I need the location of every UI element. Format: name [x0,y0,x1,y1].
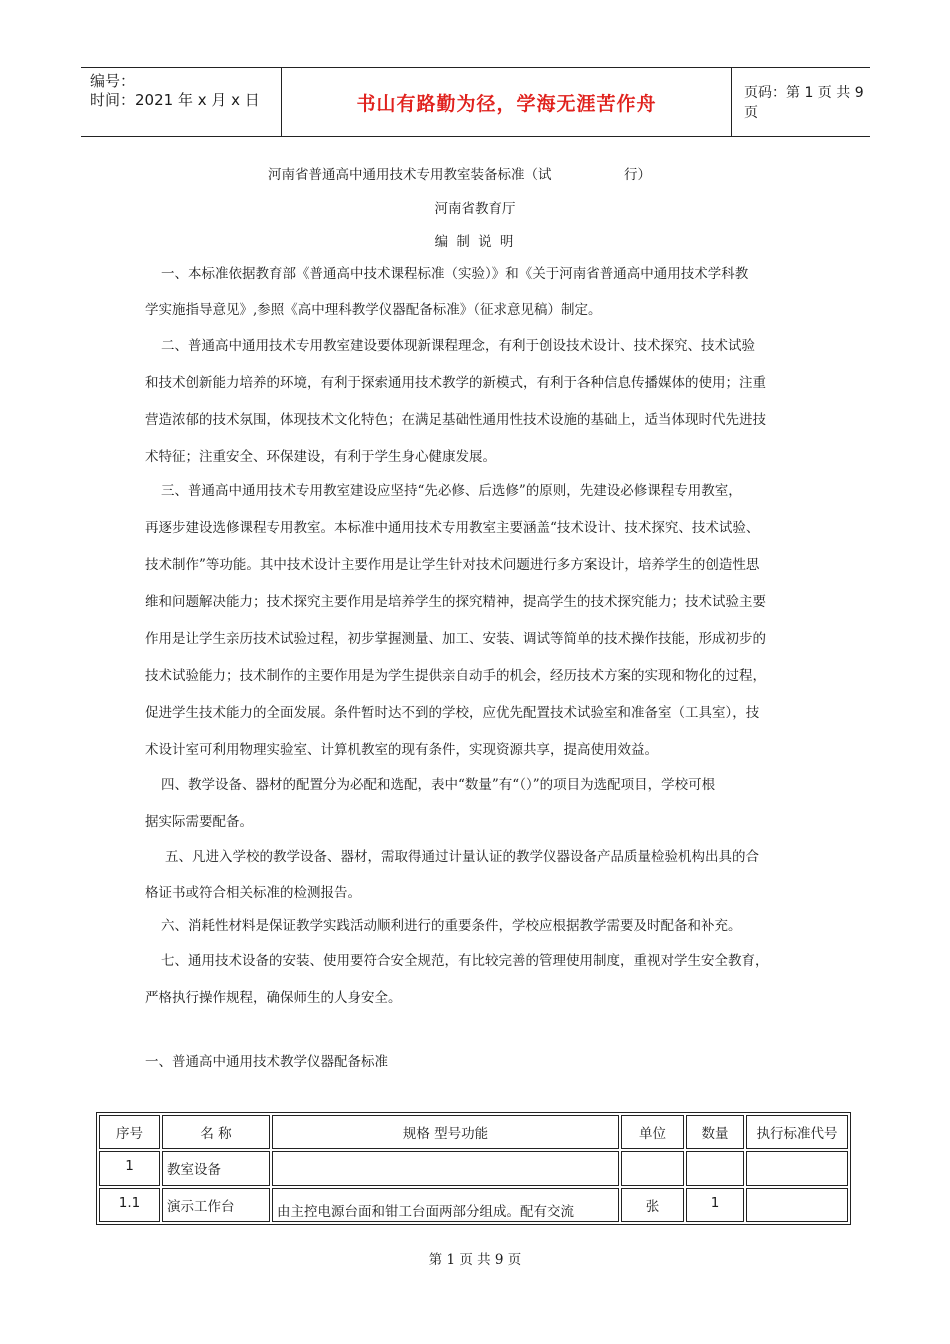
page-footer: 第 1 页 共 9 页 [428,1252,522,1268]
cell-standard [746,1151,848,1186]
doc-title-suffix: 行） [624,167,651,183]
paragraph-line: 营造浓郁的技术氛围，体现技术文化特色；在满足基础性通用性技术设施的基础上，适当体现时代先进技 [145,412,766,428]
paragraph-line: 三、普通高中通用技术专用教室建设应坚持“先必修、后选修”的原则，先建设必修课程专用教室， [161,483,742,499]
doc-title: 河南省普通高中通用技术专用教室装备标准（试 [268,167,552,183]
header-cell: 执行标准代号 [746,1115,848,1149]
header-slogan-cell [281,68,732,136]
paragraph-line: 二、普通高中通用技术专用教室建设要体现新课程理念，有利于创设技术设计、技术探究、技术试验 [161,338,755,354]
paragraph-line: 技术制作”等功能。其中技术设计主要作用是让学生针对技术问题进行多方案设计，培养学生的创造性思 [145,557,760,573]
table-row [99,1188,848,1222]
cell-index: 1 [99,1151,160,1186]
paragraph-line: 术特征；注重安全、环保建设，有利于学生身心健康发展。 [145,449,496,465]
header-cell: 数量 [686,1115,744,1149]
paragraph-line: 再逐步建设选修课程专用教室。本标准中通用技术专用教室主要涵盖“技术设计、技术探究、技术试验、 [145,520,760,536]
cell-name: 教室设备 [162,1151,270,1186]
time-label: 时间：2021 年 x 月 x 日 [90,91,260,109]
paragraph-line: 严格执行操作规程，确保师生的人身安全。 [145,990,402,1006]
paragraph-line: 维和问题解决能力；技术探究主要作用是培养学生的探究精神，提高学生的技术探究能力；技术试验主要 [145,594,766,610]
cell-qty: 1 [686,1188,744,1222]
paragraph-line: 七、通用技术设备的安装、使用要符合安全规范，有比较完善的管理使用制度，重视对学生安全教育， [161,953,769,969]
number-label: 编号： [90,72,136,90]
paragraph-line: 五、凡进入学校的教学设备、器材，需取得通过计量认证的教学仪器设备产品质量检验机构出具的合 [165,849,759,865]
issuer: 河南省教育厅 [434,201,516,217]
paragraph-line: 格证书或符合相关标准的检测报告。 [145,885,361,901]
cell-name: 演示工作台 [162,1188,270,1222]
cell-unit [621,1151,684,1186]
header-cell: 单位 [621,1115,684,1149]
cell-unit: 张 [621,1188,684,1222]
cell-index: 1.1 [99,1188,160,1222]
cell-spec: 由主控电源台面和钳工台面两部分组成。配有交流 [272,1188,619,1222]
cell-spec [272,1151,619,1186]
paragraph-line: 一、本标准依据教育部《普通高中技术课程标准（实验）》和《关于河南省普通高中通用技术学科教 [161,266,749,282]
header-cell: 序号 [99,1115,160,1149]
page-header [81,67,870,137]
paragraph-line: 术设计室可利用物理实验室、计算机教室的现有条件，实现资源共享，提高使用效益。 [145,742,658,758]
table-row [99,1151,848,1186]
slogan: 书山有路勤为径，学海无涯苦作舟 [356,92,657,115]
equipment-table [96,1112,851,1225]
paragraph-line: 据实际需要配备。 [145,814,253,830]
paragraph-line: 六、消耗性材料是保证教学实践活动顺利进行的重要条件，学校应根据教学需要及时配备和补充。 [161,918,742,934]
table-header-row [99,1115,848,1149]
paragraph-line: 学实施指导意见》,参照《高中理科教学仪器配备标准》（征求意见稿）制定。 [145,302,602,318]
paragraph-line: 和技术创新能力培养的环境，有利于探索通用技术教学的新模式，有利于各种信息传播媒体的使用；注重 [145,375,766,391]
section-title: 编 制 说 明 [434,234,516,250]
paragraph-line: 技术试验能力；技术制作的主要作用是为学生提供亲自动手的机会，经历技术方案的实现和物化的过程， [145,668,766,684]
header-cell: 名 称 [162,1115,270,1149]
paragraph-line: 四、教学设备、器材的配置分为必配和选配，表中“数量”有“（）”的项目为选配项目，学校可根 [161,777,716,793]
paragraph-line: 作用是让学生亲历技术试验过程，初步掌握测量、加工、安装、调试等简单的技术操作技能，形成初步的 [145,631,766,647]
paragraph-line: 促进学生技术能力的全面发展。条件暂时达不到的学校，应优先配置技术试验室和准备室（工具室），技 [145,705,760,721]
cell-qty [686,1151,744,1186]
cell-standard [746,1188,848,1222]
page-code: 页码：第 1 页 共 9 页 [744,85,864,121]
header-page-code [732,68,870,136]
header-cell: 规格 型号功能 [272,1115,619,1149]
header-meta [81,68,281,136]
table-section-heading: 一、普通高中通用技术教学仪器配备标准 [145,1054,388,1070]
